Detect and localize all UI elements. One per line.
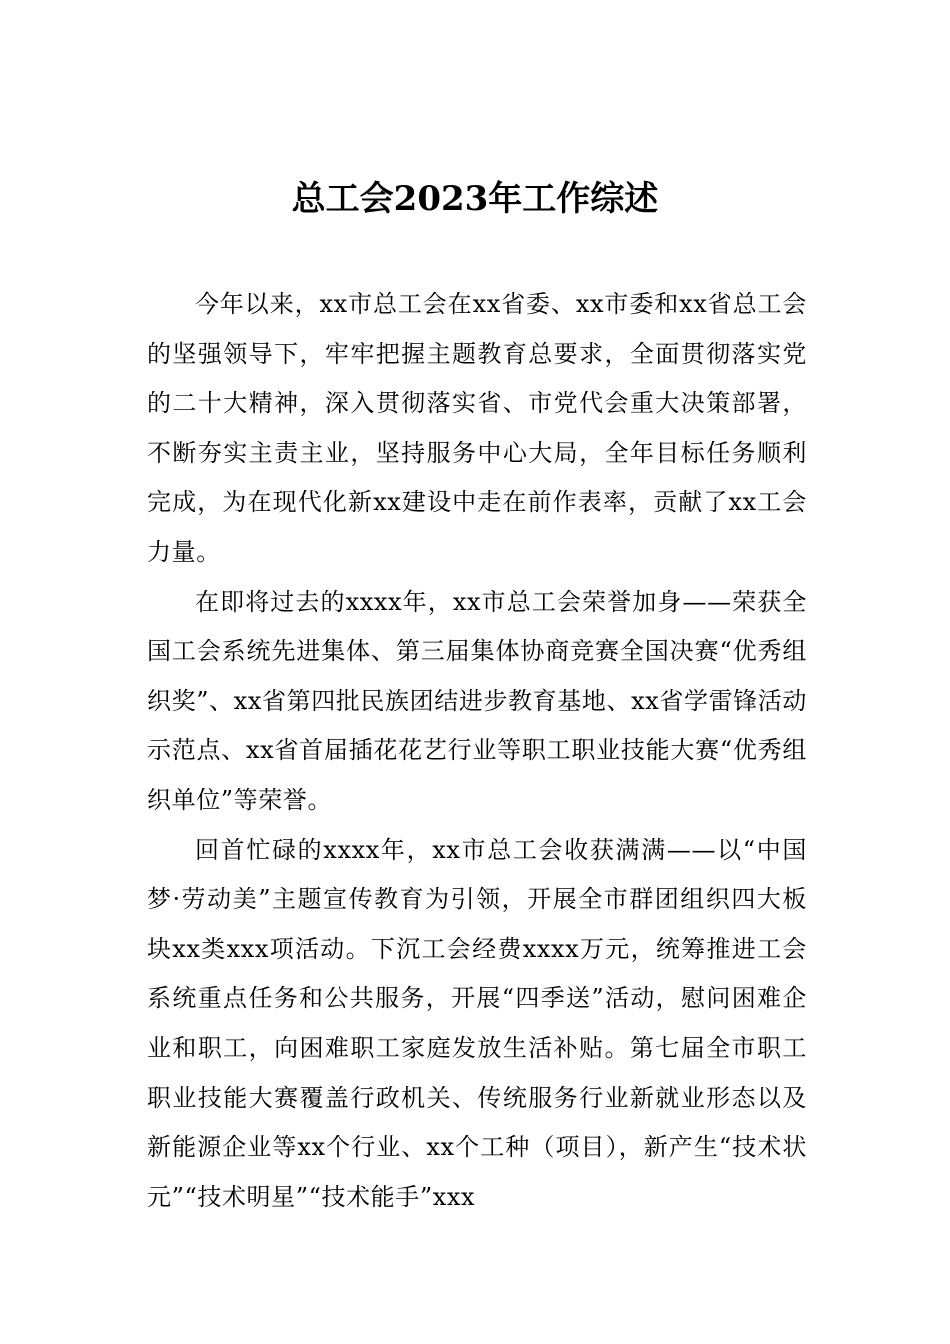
document-body bbox=[147, 280, 807, 1222]
document-title: 总工会2023年工作综述 bbox=[291, 179, 659, 219]
paragraph-honors: 在即将过去的xxxx年，xx市总工会荣誉加身——荣获全国工会系统先进集体、第三届集体协商竞赛全国决赛“优秀组织奖”、xx省第四批民族团结进步教育基地、xx省学雷锋活动示范点、xx省首届插花花艺行业等职工职业技能大赛“优秀组织单位”等荣誉。 bbox=[147, 587, 807, 814]
paragraph-intro: 今年以来，xx市总工会在xx省委、xx市委和xx省总工会的坚强领导下，牢牢把握主题教育总要求，全面贯彻落实党的二十大精神，深入贯彻落实省、市党代会重大决策部署，不断夯实主责主业，坚持服务中心大局，全年目标任务顺利完成，为在现代化新xx建设中走在前作表率，贡献了xx工会力量。 bbox=[147, 290, 807, 566]
paragraph-achievements: 回首忙碌的xxxx年，xx市总工会收获满满——以“中国梦·劳动美”主题宣传教育为引领，开展全市群团组织四大板块xx类xxx项活动。下沉工会经费xxxx万元，统筹推进工会系统重点任务和公共服务，开展“四季送”活动，慰问困难企业和职工，向困难职工家庭发放生活补贴。第七届全市职工职业技能大赛覆盖行政机关、传统服务行业新就业形态以及新能源企业等xx个行业、xx个工种（项目），新产生“技术状元”“技术明星”“技术能手”xxx bbox=[147, 835, 807, 1211]
